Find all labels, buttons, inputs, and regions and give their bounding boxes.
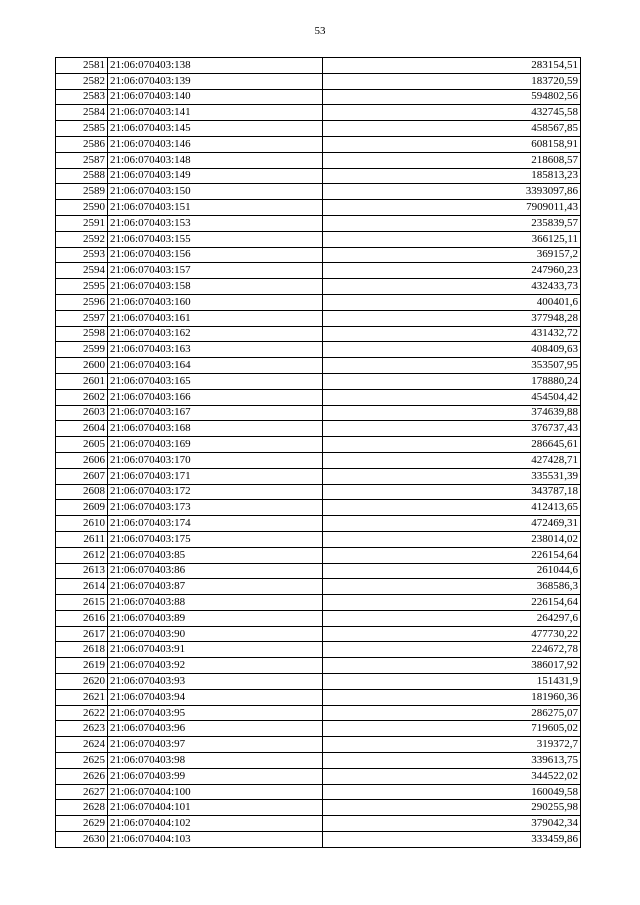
table-row	[56, 468, 581, 484]
row-number-cell: 2628	[56, 800, 108, 816]
table-row	[56, 595, 581, 611]
cadastral-number-cell: 21:06:070403:163	[108, 342, 323, 358]
row-number-cell: 2586	[56, 136, 108, 152]
value-cell: 181960,36	[323, 689, 581, 705]
table-row	[56, 247, 581, 263]
row-number-cell: 2599	[56, 342, 108, 358]
row-number-cell: 2584	[56, 105, 108, 121]
cadastral-number-cell: 21:06:070404:103	[108, 832, 323, 848]
table-row	[56, 531, 581, 547]
row-number-cell: 2613	[56, 563, 108, 579]
table-row	[56, 832, 581, 848]
value-cell: 458567,85	[323, 121, 581, 137]
cadastral-number-cell: 21:06:070403:153	[108, 215, 323, 231]
row-number-cell: 2598	[56, 326, 108, 342]
row-number-cell: 2611	[56, 531, 108, 547]
cadastral-number-cell: 21:06:070403:168	[108, 421, 323, 437]
cadastral-number-cell: 21:06:070403:150	[108, 184, 323, 200]
value-cell: 376737,43	[323, 421, 581, 437]
table-row	[56, 626, 581, 642]
table-row	[56, 152, 581, 168]
table-row	[56, 184, 581, 200]
row-number-cell: 2607	[56, 468, 108, 484]
row-number-cell: 2621	[56, 689, 108, 705]
table-row	[56, 705, 581, 721]
value-cell: 369157,2	[323, 247, 581, 263]
table-row	[56, 294, 581, 310]
row-number-cell: 2604	[56, 421, 108, 437]
cadastral-number-cell: 21:06:070403:90	[108, 626, 323, 642]
row-number-cell: 2601	[56, 373, 108, 389]
table-row	[56, 784, 581, 800]
value-cell: 7909011,43	[323, 200, 581, 216]
cadastral-number-cell: 21:06:070403:96	[108, 721, 323, 737]
row-number-cell: 2597	[56, 310, 108, 326]
cadastral-number-cell: 21:06:070403:97	[108, 737, 323, 753]
value-cell: 374639,88	[323, 405, 581, 421]
cadastral-number-cell: 21:06:070403:170	[108, 452, 323, 468]
value-cell: 400401,6	[323, 294, 581, 310]
cadastral-number-cell: 21:06:070403:99	[108, 768, 323, 784]
table-row	[56, 563, 581, 579]
row-number-cell: 2626	[56, 768, 108, 784]
cadastral-number-cell: 21:06:070403:92	[108, 658, 323, 674]
table-row	[56, 516, 581, 532]
row-number-cell: 2581	[56, 58, 108, 74]
table-row	[56, 642, 581, 658]
row-number-cell: 2622	[56, 705, 108, 721]
cadastral-number-cell: 21:06:070403:86	[108, 563, 323, 579]
row-number-cell: 2593	[56, 247, 108, 263]
row-number-cell: 2609	[56, 500, 108, 516]
table-row	[56, 452, 581, 468]
row-number-cell: 2605	[56, 437, 108, 453]
value-cell: 178880,24	[323, 373, 581, 389]
value-cell: 286645,61	[323, 437, 581, 453]
table-row	[56, 421, 581, 437]
value-cell: 290255,98	[323, 800, 581, 816]
value-cell: 477730,22	[323, 626, 581, 642]
table-row	[56, 121, 581, 137]
value-cell: 719605,02	[323, 721, 581, 737]
table-row	[56, 689, 581, 705]
value-cell: 412413,65	[323, 500, 581, 516]
cadastral-number-cell: 21:06:070404:101	[108, 800, 323, 816]
cadastral-number-cell: 21:06:070403:148	[108, 152, 323, 168]
value-cell: 226154,64	[323, 547, 581, 563]
cadastral-number-cell: 21:06:070403:98	[108, 753, 323, 769]
row-number-cell: 2600	[56, 358, 108, 374]
cadastral-number-cell: 21:06:070403:149	[108, 168, 323, 184]
table-row	[56, 389, 581, 405]
cadastral-number-cell: 21:06:070403:141	[108, 105, 323, 121]
table-row	[56, 737, 581, 753]
value-cell: 377948,28	[323, 310, 581, 326]
row-number-cell: 2594	[56, 263, 108, 279]
row-number-cell: 2619	[56, 658, 108, 674]
table-row	[56, 136, 581, 152]
table-row	[56, 753, 581, 769]
value-cell: 160049,58	[323, 784, 581, 800]
table-row	[56, 373, 581, 389]
cadastral-number-cell: 21:06:070403:166	[108, 389, 323, 405]
value-cell: 247960,23	[323, 263, 581, 279]
value-cell: 335531,39	[323, 468, 581, 484]
value-cell: 386017,92	[323, 658, 581, 674]
value-cell: 319372,7	[323, 737, 581, 753]
row-number-cell: 2629	[56, 816, 108, 832]
row-number-cell: 2582	[56, 73, 108, 89]
value-cell: 454504,42	[323, 389, 581, 405]
table-row	[56, 816, 581, 832]
cadastral-number-cell: 21:06:070404:100	[108, 784, 323, 800]
cadastral-number-cell: 21:06:070403:89	[108, 610, 323, 626]
cadastral-number-cell: 21:06:070403:94	[108, 689, 323, 705]
value-cell: 261044,6	[323, 563, 581, 579]
value-cell: 472469,31	[323, 516, 581, 532]
value-cell: 226154,64	[323, 595, 581, 611]
value-cell: 264297,6	[323, 610, 581, 626]
table-row	[56, 342, 581, 358]
cadastral-number-cell: 21:06:070403:145	[108, 121, 323, 137]
row-number-cell: 2610	[56, 516, 108, 532]
table-row	[56, 579, 581, 595]
cadastral-number-cell: 21:06:070403:171	[108, 468, 323, 484]
table-row	[56, 73, 581, 89]
value-cell: 185813,23	[323, 168, 581, 184]
cadastral-number-cell: 21:06:070403:88	[108, 595, 323, 611]
value-cell: 431432,72	[323, 326, 581, 342]
row-number-cell: 2616	[56, 610, 108, 626]
row-number-cell: 2606	[56, 452, 108, 468]
value-cell: 427428,71	[323, 452, 581, 468]
value-cell: 224672,78	[323, 642, 581, 658]
row-number-cell: 2624	[56, 737, 108, 753]
table-row	[56, 610, 581, 626]
row-number-cell: 2590	[56, 200, 108, 216]
row-number-cell: 2595	[56, 279, 108, 295]
cadastral-number-cell: 21:06:070403:160	[108, 294, 323, 310]
table-row	[56, 200, 581, 216]
cadastral-number-cell: 21:06:070403:175	[108, 531, 323, 547]
page-number: 53	[314, 25, 326, 37]
cadastral-number-cell: 21:06:070403:139	[108, 73, 323, 89]
table-row	[56, 231, 581, 247]
row-number-cell: 2585	[56, 121, 108, 137]
cadastral-number-cell: 21:06:070403:140	[108, 89, 323, 105]
table-row	[56, 89, 581, 105]
cadastral-number-cell: 21:06:070403:162	[108, 326, 323, 342]
row-number-cell: 2603	[56, 405, 108, 421]
cadastral-number-cell: 21:06:070403:155	[108, 231, 323, 247]
value-cell: 608158,91	[323, 136, 581, 152]
row-number-cell: 2612	[56, 547, 108, 563]
table-row	[56, 405, 581, 421]
row-number-cell: 2608	[56, 484, 108, 500]
row-number-cell: 2617	[56, 626, 108, 642]
table-row	[56, 168, 581, 184]
table-row	[56, 263, 581, 279]
value-cell: 235839,57	[323, 215, 581, 231]
row-number-cell: 2588	[56, 168, 108, 184]
cadastral-number-cell: 21:06:070403:165	[108, 373, 323, 389]
cadastral-value-table	[55, 57, 581, 848]
cadastral-number-cell: 21:06:070403:91	[108, 642, 323, 658]
cadastral-number-cell: 21:06:070403:138	[108, 58, 323, 74]
table-row	[56, 500, 581, 516]
value-cell: 353507,95	[323, 358, 581, 374]
cadastral-number-cell: 21:06:070404:102	[108, 816, 323, 832]
value-cell: 283154,51	[323, 58, 581, 74]
value-cell: 368586,3	[323, 579, 581, 595]
value-cell: 339613,75	[323, 753, 581, 769]
cadastral-number-cell: 21:06:070403:169	[108, 437, 323, 453]
row-number-cell: 2602	[56, 389, 108, 405]
cadastral-number-cell: 21:06:070403:87	[108, 579, 323, 595]
row-number-cell: 2591	[56, 215, 108, 231]
table-row	[56, 674, 581, 690]
cadastral-number-cell: 21:06:070403:85	[108, 547, 323, 563]
cadastral-number-cell: 21:06:070403:95	[108, 705, 323, 721]
cadastral-number-cell: 21:06:070403:161	[108, 310, 323, 326]
table-row	[56, 547, 581, 563]
row-number-cell: 2627	[56, 784, 108, 800]
table-row	[56, 800, 581, 816]
table-body	[56, 58, 581, 848]
table-row	[56, 658, 581, 674]
row-number-cell: 2618	[56, 642, 108, 658]
row-number-cell: 2589	[56, 184, 108, 200]
value-cell: 343787,18	[323, 484, 581, 500]
cadastral-number-cell: 21:06:070403:173	[108, 500, 323, 516]
cadastral-number-cell: 21:06:070403:172	[108, 484, 323, 500]
value-cell: 333459,86	[323, 832, 581, 848]
table-row	[56, 484, 581, 500]
table-row	[56, 721, 581, 737]
cadastral-number-cell: 21:06:070403:146	[108, 136, 323, 152]
table-row	[56, 437, 581, 453]
row-number-cell: 2615	[56, 595, 108, 611]
value-cell: 238014,02	[323, 531, 581, 547]
table-row	[56, 215, 581, 231]
value-cell: 432745,58	[323, 105, 581, 121]
table-row	[56, 58, 581, 74]
cadastral-number-cell: 21:06:070403:174	[108, 516, 323, 532]
row-number-cell: 2592	[56, 231, 108, 247]
table-row	[56, 768, 581, 784]
row-number-cell: 2583	[56, 89, 108, 105]
table-row	[56, 358, 581, 374]
cadastral-number-cell: 21:06:070403:156	[108, 247, 323, 263]
cadastral-number-cell: 21:06:070403:164	[108, 358, 323, 374]
cadastral-number-cell: 21:06:070403:158	[108, 279, 323, 295]
value-cell: 3393097,86	[323, 184, 581, 200]
row-number-cell: 2614	[56, 579, 108, 595]
row-number-cell: 2625	[56, 753, 108, 769]
table-row	[56, 310, 581, 326]
table-row	[56, 279, 581, 295]
row-number-cell: 2630	[56, 832, 108, 848]
value-cell: 366125,11	[323, 231, 581, 247]
value-cell: 218608,57	[323, 152, 581, 168]
cadastral-number-cell: 21:06:070403:151	[108, 200, 323, 216]
cadastral-number-cell: 21:06:070403:167	[108, 405, 323, 421]
value-cell: 151431,9	[323, 674, 581, 690]
table-row	[56, 326, 581, 342]
row-number-cell: 2596	[56, 294, 108, 310]
value-cell: 183720,59	[323, 73, 581, 89]
row-number-cell: 2587	[56, 152, 108, 168]
table-row	[56, 105, 581, 121]
row-number-cell: 2620	[56, 674, 108, 690]
row-number-cell: 2623	[56, 721, 108, 737]
value-cell: 344522,02	[323, 768, 581, 784]
value-cell: 408409,63	[323, 342, 581, 358]
value-cell: 286275,07	[323, 705, 581, 721]
value-cell: 379042,34	[323, 816, 581, 832]
cadastral-number-cell: 21:06:070403:157	[108, 263, 323, 279]
value-cell: 432433,73	[323, 279, 581, 295]
value-cell: 594802,56	[323, 89, 581, 105]
cadastral-number-cell: 21:06:070403:93	[108, 674, 323, 690]
